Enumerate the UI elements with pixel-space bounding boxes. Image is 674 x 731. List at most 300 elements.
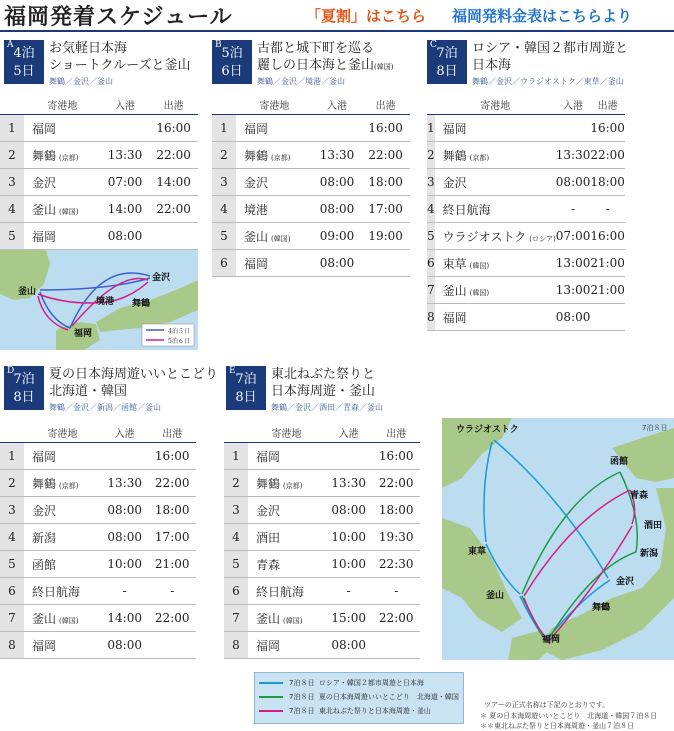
port-label: 舞鶴 [256, 476, 281, 491]
arrival-time: 08:00 [101, 632, 149, 659]
arrival-time: 13:30 [101, 142, 150, 169]
table-row [212, 196, 410, 223]
table-row [427, 277, 625, 304]
column-header-depart: 出港 [149, 94, 198, 115]
departure-time [148, 632, 196, 659]
tour-e-header [226, 366, 436, 416]
map-city-label: 金沢 [152, 273, 171, 283]
arrival-time: 15:00 [325, 605, 373, 632]
table-row [0, 223, 198, 250]
arrival-time: 13:00 [556, 277, 591, 304]
port-name [24, 142, 101, 169]
column-header-number [212, 94, 236, 115]
port-label: 福岡 [256, 638, 281, 653]
arrival-time: 08:00 [325, 632, 373, 659]
table-header-row [427, 94, 625, 115]
map-city-label: 新潟 [640, 549, 659, 559]
column-header-number [0, 422, 24, 443]
tour-e-badge [226, 366, 266, 410]
departure-time: 16:00 [590, 223, 625, 250]
tour-nights: 5泊 [221, 46, 243, 61]
table-row [0, 524, 196, 551]
port-label: 釜山 [32, 611, 57, 626]
departure-time [590, 304, 625, 331]
departure-time: 22:00 [372, 470, 420, 497]
tour-e-ports: 舞鶴／金沢／酒田／青森／釜山 [271, 403, 383, 412]
port-name [248, 497, 325, 524]
row-number: 6 [212, 250, 236, 277]
port-country-label: (韓国) [283, 616, 303, 625]
port-label: ウラジオストク [442, 229, 527, 244]
port-name [24, 115, 101, 142]
arrival-time [101, 443, 149, 470]
tour-e-name: 東北ねぶた祭りと 日本海周遊・釜山 [271, 367, 376, 399]
tour-letter: C [430, 40, 437, 50]
table-row [427, 304, 625, 331]
row-number: 7 [224, 605, 248, 632]
tour-days: 8日 [235, 390, 257, 405]
port-country-label: (韓国) [59, 207, 79, 216]
port-name [236, 250, 313, 277]
tour-c-badge [427, 40, 467, 84]
tour-c-schedule-table [427, 94, 625, 331]
column-header-depart: 出港 [361, 94, 410, 115]
table-row [224, 632, 420, 659]
map-city-label: 青森 [630, 491, 649, 501]
column-header-port: 寄港地 [248, 422, 325, 443]
map-city-label: 金沢 [616, 577, 635, 587]
footnote: ＊＊東北ねぶた祭りと日本海周遊・釜山７泊８日 [480, 722, 634, 730]
port-country-label: (京都) [283, 481, 303, 490]
table-row [0, 142, 198, 169]
column-header-arrive: 入港 [313, 94, 362, 115]
departure-time: 21:00 [148, 551, 196, 578]
port-name [24, 551, 101, 578]
tour-d-header [4, 366, 224, 416]
arrival-time [101, 115, 150, 142]
footnote: ＊ 夏の日本海周遊いいとこどり 北海道・韓国７泊８日 [480, 712, 658, 720]
footnote: ツアーの正式名称は下記のとおりです。 [484, 701, 610, 709]
departure-time: 16:00 [148, 443, 196, 470]
column-header-number [427, 94, 435, 115]
table-row [427, 142, 625, 169]
arrival-time: 08:00 [325, 497, 373, 524]
arrival-time: 13:30 [313, 142, 362, 169]
port-name [248, 443, 325, 470]
legend-row: 7泊８日 夏の日本海周遊いいとこどり 北海道・韓国 [259, 691, 459, 703]
port-label: 束草 [442, 256, 467, 271]
port-label: 福岡 [442, 121, 467, 136]
row-number: 4 [224, 524, 248, 551]
departure-time: 21:00 [590, 250, 625, 277]
table-row [0, 551, 196, 578]
row-number: 5 [212, 223, 236, 250]
map-city-label: ウラジオストク [456, 425, 519, 435]
table-row [212, 223, 410, 250]
departure-time: 22:00 [361, 142, 410, 169]
port-label: 福岡 [244, 256, 269, 271]
tour-e-schedule-table [224, 422, 420, 659]
arrival-time: 08:00 [313, 169, 362, 196]
small-legend-label: 4泊５日 [168, 328, 190, 335]
route-map-a-b [0, 250, 198, 350]
departure-time: 17:00 [148, 524, 196, 551]
port-country-label: (韓国) [469, 261, 490, 270]
row-number: 2 [212, 142, 236, 169]
tour-letter: B [215, 40, 222, 50]
port-name [248, 524, 325, 551]
column-header-arrive: 入港 [101, 422, 149, 443]
row-number: 1 [224, 443, 248, 470]
port-label: 釜山 [32, 202, 57, 217]
port-label: 境港 [244, 202, 269, 217]
table-header-row [0, 422, 196, 443]
table-row [212, 142, 410, 169]
arrival-time: 07:00 [101, 169, 150, 196]
row-number: 6 [427, 250, 435, 277]
tour-letter: D [7, 366, 15, 376]
departure-time: 18:00 [361, 169, 410, 196]
port-country-label: (京都) [271, 153, 291, 162]
port-name [435, 277, 556, 304]
tour-b-name: 古都と城下町を巡る 麗しの日本海と釜山(韓国) [257, 41, 394, 73]
map-city-label: 福岡 [74, 329, 93, 339]
departure-time: 16:00 [590, 115, 625, 142]
tour-a-name: お気軽日本海 ショートクルーズと釜山 [49, 41, 191, 73]
port-label: 福岡 [32, 121, 57, 136]
port-name [24, 470, 101, 497]
arrival-time: 08:00 [556, 169, 591, 196]
tour-a-badge [4, 40, 44, 84]
row-number: 4 [0, 196, 24, 223]
arrival-time: 10:00 [101, 551, 149, 578]
departure-time: 17:00 [361, 196, 410, 223]
row-number: 1 [427, 115, 435, 142]
tour-letter: E [229, 366, 236, 376]
tour-c-ports: 舞鶴／金沢／ウラジオストク／東草／釜山 [472, 77, 624, 86]
tour-d-ports: 舞鶴／金沢／新潟／函館／釜山 [49, 403, 161, 412]
row-number: 2 [224, 470, 248, 497]
departure-time: - [590, 196, 625, 223]
legend-line [259, 682, 283, 684]
route-map-c-d-e [442, 418, 674, 660]
row-number: 3 [0, 169, 24, 196]
tour-nights: 7泊 [13, 372, 35, 387]
arrival-time [556, 115, 591, 142]
tour-days: 8日 [436, 64, 458, 79]
row-number: 1 [212, 115, 236, 142]
tour-letter: A [7, 40, 14, 50]
departure-time: 22:00 [149, 142, 198, 169]
fare-table-link[interactable]: 福岡発料金表はこちらより [452, 7, 633, 25]
port-label: 釜山 [244, 229, 269, 244]
row-number: 3 [427, 169, 435, 196]
departure-time: 22:00 [372, 605, 420, 632]
small-legend-label: 5泊６日 [168, 338, 190, 345]
port-label: 青森 [256, 557, 281, 572]
port-name [24, 524, 101, 551]
port-label: 釜山 [256, 611, 281, 626]
table-row [427, 223, 625, 250]
map-city-label: 東草 [468, 547, 487, 557]
port-name [248, 470, 325, 497]
tour-d-badge [4, 366, 44, 410]
port-label: 終日航海 [256, 584, 305, 599]
row-number: 1 [0, 443, 24, 470]
row-number: 3 [212, 169, 236, 196]
arrival-time: 08:00 [313, 196, 362, 223]
port-country-label: (ロシア) [529, 234, 556, 243]
row-number: 2 [0, 142, 24, 169]
port-name [248, 551, 325, 578]
tour-b-schedule-table [212, 94, 410, 277]
port-name [24, 196, 101, 223]
departure-time: 22:00 [590, 142, 625, 169]
table-header-row [224, 422, 420, 443]
row-number: 5 [0, 551, 24, 578]
column-header-depart: 出港 [590, 94, 625, 115]
row-number: 8 [0, 632, 24, 659]
column-header-port: 寄港地 [24, 422, 101, 443]
port-country-label: (京都) [469, 153, 490, 162]
row-number: 4 [0, 524, 24, 551]
arrival-time: 09:00 [313, 223, 362, 250]
port-name [236, 223, 313, 250]
port-name [24, 223, 101, 250]
port-name [24, 443, 101, 470]
page-title: 福岡発着スケジュール [4, 4, 233, 30]
port-label: 終日航海 [442, 202, 491, 217]
departure-time: 16:00 [372, 443, 420, 470]
map-city-label: 釜山 [18, 287, 37, 297]
departure-time: 18:00 [590, 169, 625, 196]
port-name [236, 142, 313, 169]
departure-time: 22:00 [148, 470, 196, 497]
table-row [427, 196, 625, 223]
port-label: 福岡 [442, 310, 467, 325]
port-label: 舞鶴 [32, 476, 57, 491]
port-label: 福岡 [244, 121, 269, 136]
port-label: 金沢 [32, 503, 57, 518]
row-number: 5 [0, 223, 24, 250]
port-name [24, 578, 101, 605]
row-number: 5 [224, 551, 248, 578]
arrival-time: 10:00 [325, 524, 373, 551]
tour-b-header [212, 40, 412, 90]
arrival-time [325, 443, 373, 470]
row-number: 8 [427, 304, 435, 331]
tour-c-name: ロシア・韓国２都市周遊と 日本海 [472, 41, 629, 73]
map-city-label: 舞鶴 [132, 299, 151, 309]
arrival-time [313, 115, 362, 142]
port-label: 福岡 [32, 449, 57, 464]
port-label: 福岡 [32, 229, 57, 244]
port-name [435, 169, 556, 196]
port-name [24, 169, 101, 196]
port-country-label: (韓国) [59, 616, 79, 625]
map-city-label: 境港 [96, 297, 115, 307]
arrival-time: 13:30 [325, 470, 373, 497]
arrival-time: 13:00 [556, 250, 591, 277]
arrival-time: - [325, 578, 373, 605]
port-label: 舞鶴 [442, 148, 467, 163]
port-label: 金沢 [442, 175, 467, 190]
arrival-time: 08:00 [101, 223, 150, 250]
port-label: 函館 [32, 557, 57, 572]
title-divider [0, 30, 674, 32]
port-label: 舞鶴 [244, 148, 269, 163]
row-number: 3 [224, 497, 248, 524]
map-city-label: 函館 [610, 457, 629, 467]
departure-time [372, 632, 420, 659]
arrival-time: 14:00 [101, 605, 149, 632]
tour-a-header [4, 40, 204, 90]
column-header-port: 寄港地 [435, 94, 556, 115]
summer-discount-link[interactable]: 「夏割」はこちら [306, 7, 427, 25]
column-header-depart: 出港 [372, 422, 420, 443]
arrival-time: 10:00 [325, 551, 373, 578]
port-name [435, 223, 556, 250]
legend-row: 7泊８日 ロシア・韓国２都市周遊と日本海 [259, 677, 424, 689]
tour-d-name: 夏の日本海周遊いいとこどり 北海道・韓国 [49, 367, 219, 399]
map-city-label: 福岡 [542, 635, 561, 645]
table-row [224, 551, 420, 578]
tour-a-ports: 舞鶴／金沢／釜山 [49, 77, 113, 86]
table-row [0, 605, 196, 632]
tour-nights: 7泊 [235, 372, 257, 387]
map-city-label: 舞鶴 [592, 603, 611, 613]
column-header-arrive: 入港 [325, 422, 373, 443]
table-row [0, 578, 196, 605]
tour-nights: 4泊 [13, 46, 35, 61]
table-row [427, 115, 625, 142]
port-name [236, 115, 313, 142]
table-row [427, 169, 625, 196]
map-city-label: 釜山 [486, 591, 505, 601]
tour-a-schedule-table [0, 94, 198, 250]
row-number: 4 [212, 196, 236, 223]
port-label: 釜山 [442, 283, 467, 298]
table-row [427, 250, 625, 277]
departure-time: 19:30 [372, 524, 420, 551]
table-row [224, 443, 420, 470]
port-name [236, 196, 313, 223]
column-header-port: 寄港地 [236, 94, 313, 115]
route-legend [254, 672, 464, 724]
departure-time: 21:00 [590, 277, 625, 304]
tour-b-ports: 舞鶴／金沢／境港／釜山 [257, 77, 345, 86]
table-row [0, 470, 196, 497]
port-label: 新潟 [32, 530, 57, 545]
port-label: 福岡 [32, 638, 57, 653]
port-name [435, 142, 556, 169]
table-row [0, 115, 198, 142]
port-name [24, 632, 101, 659]
port-name [435, 196, 556, 223]
port-label: 舞鶴 [32, 148, 57, 163]
port-label: 福岡 [256, 449, 281, 464]
legend-line [259, 710, 283, 712]
column-header-arrive: 入港 [101, 94, 150, 115]
table-row [0, 632, 196, 659]
port-name [248, 578, 325, 605]
port-label: 酒田 [256, 530, 281, 545]
arrival-time: 08:00 [101, 524, 149, 551]
port-label: 金沢 [244, 175, 269, 190]
table-row [224, 470, 420, 497]
port-country-label: (韓国) [271, 234, 291, 243]
table-row [0, 443, 196, 470]
tour-days: 5日 [13, 64, 35, 79]
row-number: 3 [0, 497, 24, 524]
map-city-label: 酒田 [644, 521, 663, 531]
row-number: 1 [0, 115, 24, 142]
port-name [236, 169, 313, 196]
tour-b-badge [212, 40, 252, 84]
port-name [248, 605, 325, 632]
table-header-row [212, 94, 410, 115]
arrival-time: 13:30 [101, 470, 149, 497]
legend-row: 7泊８日 東北ねぶた祭りと日本海周遊・釜山 [259, 705, 431, 717]
departure-time: - [372, 578, 420, 605]
tour-days: 6日 [221, 64, 243, 79]
arrival-time: 13:30 [556, 142, 591, 169]
arrival-time: - [556, 196, 591, 223]
port-label: 金沢 [256, 503, 281, 518]
departure-time: 19:00 [361, 223, 410, 250]
arrival-time: - [101, 578, 149, 605]
departure-time [361, 250, 410, 277]
port-country-label: (京都) [59, 481, 79, 490]
map-corner-label: 7泊８日 [642, 424, 668, 432]
port-name [24, 497, 101, 524]
tour-nights: 7泊 [436, 46, 458, 61]
port-name [435, 304, 556, 331]
departure-time: 16:00 [149, 115, 198, 142]
port-name [435, 250, 556, 277]
row-number: 6 [224, 578, 248, 605]
port-name [435, 115, 556, 142]
row-number: 6 [0, 578, 24, 605]
column-header-depart: 出港 [148, 422, 196, 443]
arrival-time: 14:00 [101, 196, 150, 223]
legend-line [259, 696, 283, 698]
port-country-label: (京都) [59, 153, 79, 162]
table-row [0, 169, 198, 196]
column-header-port: 寄港地 [24, 94, 101, 115]
port-country-label: (韓国) [469, 288, 490, 297]
departure-time: 16:00 [361, 115, 410, 142]
table-header-row [0, 94, 198, 115]
departure-time: 18:00 [372, 497, 420, 524]
arrival-time: 07:00 [556, 223, 591, 250]
row-number: 7 [427, 277, 435, 304]
arrival-time: 08:00 [556, 304, 591, 331]
table-row [224, 524, 420, 551]
row-number: 8 [224, 632, 248, 659]
departure-time: 14:00 [149, 169, 198, 196]
arrival-time: 08:00 [101, 497, 149, 524]
port-name [24, 605, 101, 632]
table-row [212, 169, 410, 196]
departure-time: 22:00 [148, 605, 196, 632]
row-number: 5 [427, 223, 435, 250]
departure-time [149, 223, 198, 250]
column-header-number [0, 94, 24, 115]
row-number: 7 [0, 605, 24, 632]
arrival-time: 08:00 [313, 250, 362, 277]
row-number: 2 [427, 142, 435, 169]
